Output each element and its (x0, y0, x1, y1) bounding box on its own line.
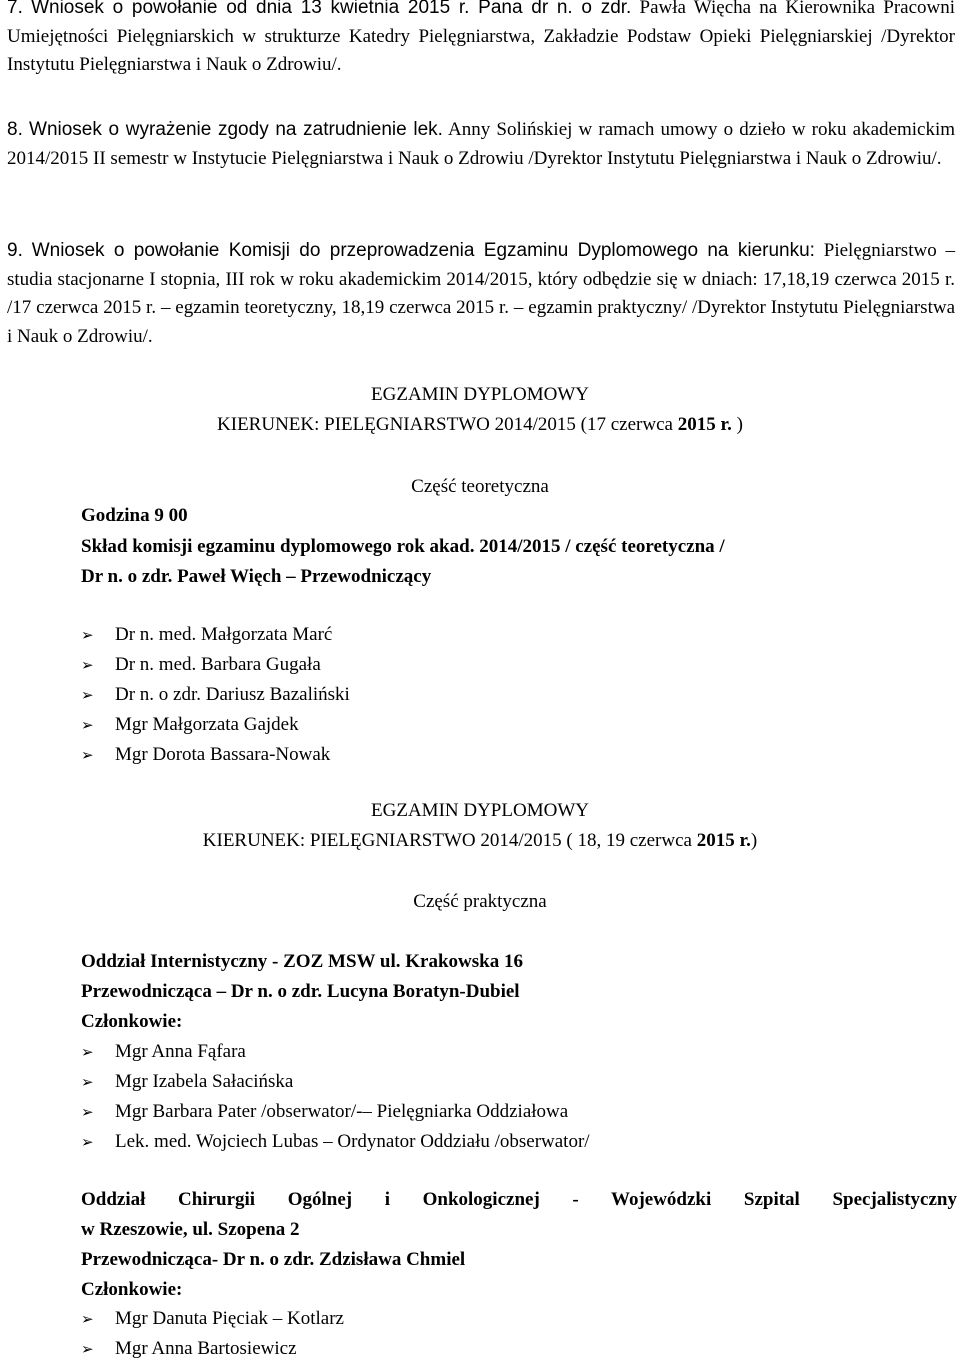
list-item (81, 650, 350, 680)
member-name: Mgr Danuta Pięciak – Kotlarz (115, 1308, 344, 1329)
exam1-subtitle-end: ) (731, 414, 743, 435)
ward2-name-line2: w Rzeszowie, ul. Szopena 2 (81, 1219, 300, 1240)
exam1-title: EGZAMIN DYPLOMOWY (371, 384, 589, 405)
exam1-subtitle (0, 414, 960, 436)
list-item (81, 1067, 590, 1097)
exam2-subtitle-text: KIERUNEK: PIELĘGNIARSTWO 2014/2015 ( 18, 19 czerwca (202, 830, 697, 851)
exam1-time: Godzina 9 00 (81, 505, 188, 526)
item-lead: Wniosek o wyrażenie zgody na zatrudnienie lek. (29, 119, 443, 140)
arrow-head-bullet-icon: ➢ (81, 1310, 94, 1328)
arrow-head-bullet-icon: ➢ (81, 716, 94, 734)
exam1-chair: Dr n. o zdr. Paweł Więch – Przewodniczący (81, 566, 432, 587)
item-text: Anny Solińskiej w ramach umowy o dzieło w roku akademickim 2014/2015 II semestr w Instytucie Pielęgniarstwa i Nauk o Zdrowiu /Dyrektor Instytutu Pielęgniarstwa i Nauk o Zdrowiu/. (7, 119, 955, 169)
agenda-item-9 (7, 237, 955, 351)
exam2-title: EGZAMIN DYPLOMOWY (371, 800, 589, 821)
ward2-chair: Przewodnicząca- Dr n. o zdr. Zdzisława Chmiel (81, 1249, 466, 1270)
agenda-item-8 (7, 116, 955, 173)
ward2-members-label: Członkowie: (81, 1279, 183, 1300)
list-item (81, 1037, 590, 1067)
item-text: Pielęgniarstwo – studia stacjonarne I stopnia, III rok w roku akademickim 2014/2015, który odbędzie się w dniach: 17,18,19 czerwca 2015 r. /17 czerwca 2015 r. – egzamin teoretyczny, 18,19 czerwca 2015 r. – egzamin praktyczny/ /Dyrektor Instytutu Pielęgniarstwa i Nauk o Zdrowiu/. (7, 240, 956, 347)
ward1-members-list (81, 1037, 590, 1157)
agenda-item-7 (7, 0, 955, 80)
member-name: Mgr Barbara Pater /obserwator/-– Pielęgniarka Oddziałowa (115, 1101, 569, 1122)
member-name: Mgr Małgorzata Gajdek (115, 714, 299, 735)
ward2-members-list (81, 1304, 344, 1364)
item-lead: Wniosek o powołanie Komisji do przeprowadzenia Egzaminu Dyplomowego na kierunku: (31, 240, 815, 261)
exam2-section-title: Część praktyczna (413, 891, 547, 912)
list-item (81, 620, 350, 650)
list-item (81, 1097, 590, 1127)
member-name: Mgr Dorota Bassara-Nowak (115, 744, 331, 765)
exam2-subtitle-end: ) (750, 830, 758, 851)
ward2-name-line1: Oddział Chirurgii Ogólnej i Onkologicznej - Wojewódzki Szpital Specjalistyczny (81, 1189, 957, 1210)
member-name: Dr n. med. Małgorzata Marć (115, 624, 333, 645)
arrow-head-bullet-icon: ➢ (81, 746, 94, 764)
exam1-subtitle-text: KIERUNEK: PIELĘGNIARSTWO 2014/2015 (17 czerwca (217, 414, 678, 435)
exam1-subtitle-year: 2015 r. (677, 414, 732, 435)
list-item (81, 1304, 344, 1334)
arrow-head-bullet-icon: ➢ (81, 686, 94, 704)
ward1-chair: Przewodnicząca – Dr n. o zdr. Lucyna Boratyn-Dubiel (81, 981, 520, 1002)
list-item (81, 1127, 590, 1157)
member-name: Mgr Anna Fąfara (115, 1041, 246, 1062)
item-lead: Wniosek o powołanie od dnia 13 kwietnia 2015 r. Pana dr n. o zdr. (31, 0, 632, 18)
arrow-head-bullet-icon: ➢ (81, 1073, 94, 1091)
exam1-section-title: Część teoretyczna (411, 476, 549, 497)
list-item (81, 1334, 344, 1364)
ward1-members-label: Członkowie: (81, 1011, 183, 1032)
member-name: Lek. med. Wojciech Lubas – Ordynator Oddziału /obserwator/ (115, 1131, 590, 1152)
item-text: Pawła Więcha na Kierownika Pracowni Umiejętności Pielęgniarskich w strukturze Katedry Pielęgniarstwa, Zakładzie Podstaw Opieki Pielęgniarskiej /Dyrektor Instytutu Pielęgniarstwa i Nauk o Zdrowiu/. (7, 0, 956, 75)
arrow-head-bullet-icon: ➢ (81, 656, 94, 674)
ward1-name: Oddział Internistyczny - ZOZ MSW ul. Krakowska 16 (81, 951, 523, 972)
exam1-committee: Skład komisji egzaminu dyplomowego rok akad. 2014/2015 / część teoretyczna / (81, 536, 725, 557)
list-item (81, 740, 350, 770)
arrow-head-bullet-icon: ➢ (81, 1340, 94, 1358)
member-name: Dr n. o zdr. Dariusz Bazaliński (115, 684, 350, 705)
member-name: Mgr Izabela Sałacińska (115, 1071, 294, 1092)
arrow-head-bullet-icon: ➢ (81, 626, 94, 644)
item-number: 7. (7, 0, 23, 18)
exam2-subtitle-year: 2015 r. (696, 830, 751, 851)
arrow-head-bullet-icon: ➢ (81, 1103, 94, 1121)
item-number: 8. (7, 119, 23, 140)
list-item (81, 680, 350, 710)
arrow-head-bullet-icon: ➢ (81, 1043, 94, 1061)
exam2-subtitle (0, 830, 960, 852)
exam1-members-list (81, 620, 350, 770)
arrow-head-bullet-icon: ➢ (81, 1133, 94, 1151)
item-number: 9. (7, 240, 23, 261)
member-name: Dr n. med. Barbara Gugała (115, 654, 321, 675)
member-name: Mgr Anna Bartosiewicz (115, 1338, 297, 1359)
list-item (81, 710, 350, 740)
